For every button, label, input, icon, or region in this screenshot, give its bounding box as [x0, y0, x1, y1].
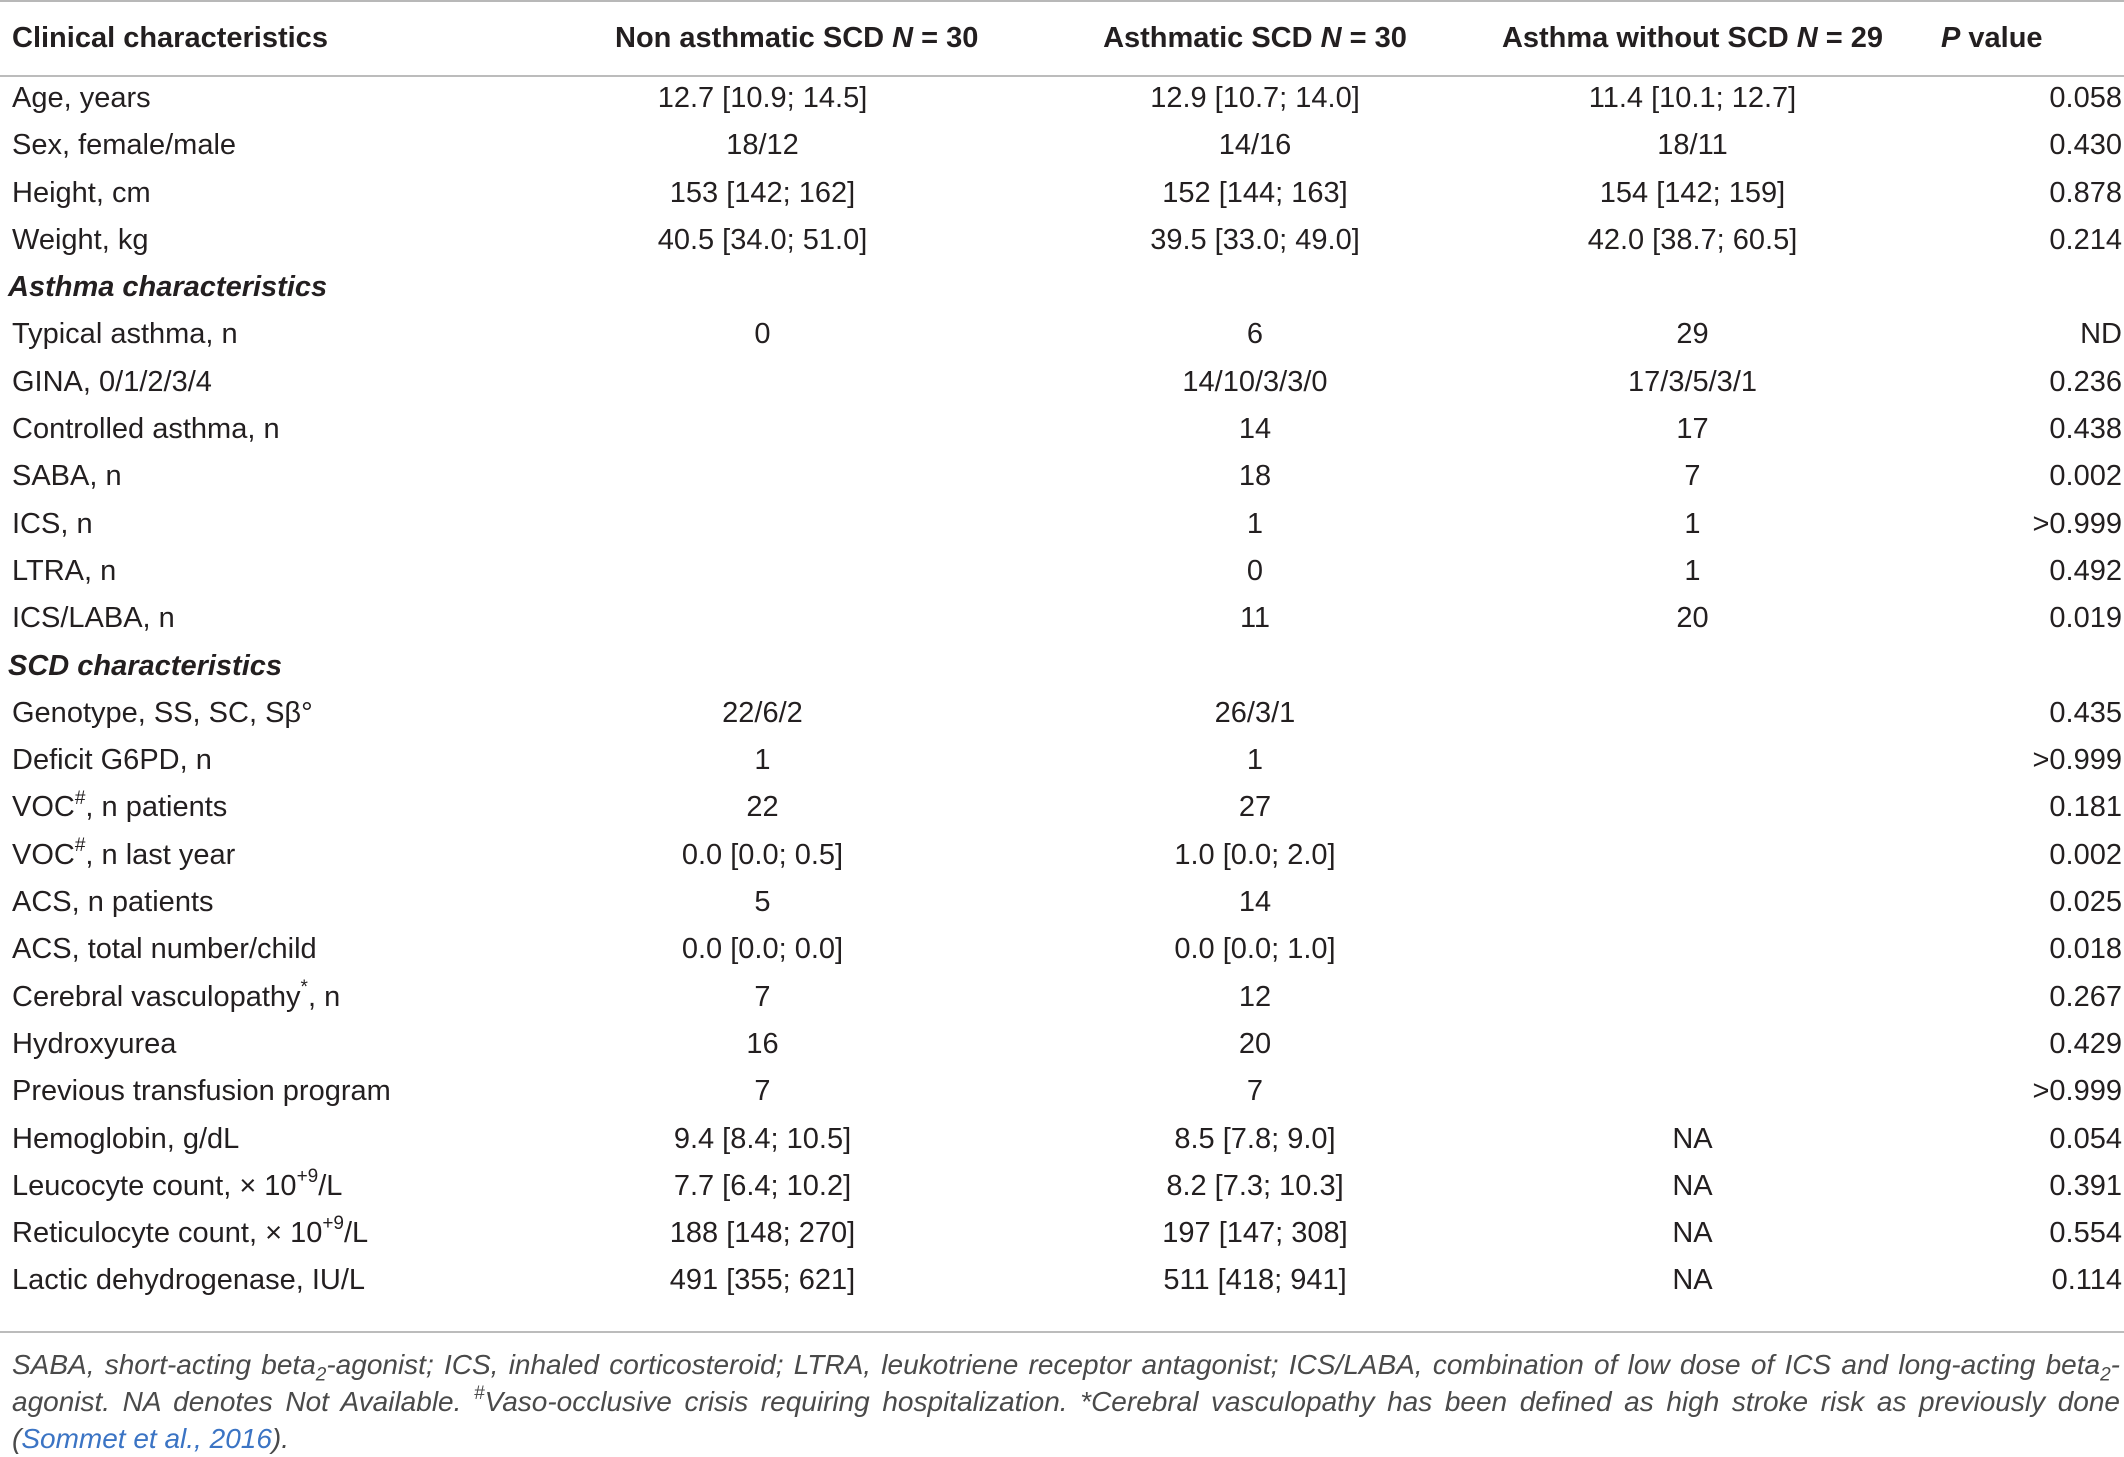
table-row [0, 453, 2124, 500]
header-asthma-without-scd: Asthma without SCD N = 29 [1501, 22, 1884, 54]
table-row [0, 501, 2124, 548]
asthmatic-scd-cell: 14 [1238, 886, 1272, 919]
row-label: ICS, n [12, 507, 93, 540]
table-row [0, 926, 2124, 973]
header-rule [0, 75, 2124, 77]
table-row [0, 548, 2124, 595]
asthma-without-scd-cell: 29 [1676, 318, 1709, 351]
table-row [0, 122, 2124, 169]
header-non-asthmatic-scd: Non asthmatic SCD N = 30 [615, 22, 979, 54]
row-label: Leucocyte count, × $10^{+9}/L$ [12, 1166, 343, 1202]
non-asthmatic-scd-cell: 0.0 [0.0; 0.5] [681, 838, 844, 871]
asthma-without-scd-cell [1495, 926, 1895, 973]
header-clinical-characteristics: Clinical characteristics [12, 22, 328, 54]
table-row [0, 1068, 2124, 1115]
p-value-cell: 0.018 [2049, 933, 2122, 966]
table-footnote: SABA, short-acting beta$_2$-agonist; ICS, inhaled corticosteroid; LTRA, leukotriene receptor antagonist; ICS/LABA, combination of low dose of ICS and long-acting beta$_2$-agonist. NA denotes Not Available. #Vaso-occlusive crisis requiring hospitalization. *Cerebral vasculopathy has been defined as high stroke risk as previously done (Sommet et al., 2016). [12, 1349, 2120, 1454]
table-row [0, 1210, 2124, 1257]
asthma-without-scd-cell: 17/3/5/3/1 [1628, 365, 1757, 398]
table-row [0, 879, 2124, 926]
row-label: ICS/LABA, n [12, 602, 175, 635]
p-value-cell: 0.429 [2049, 1027, 2122, 1060]
non-asthmatic-scd-cell [525, 595, 910, 642]
row-label: Previous transfusion program [12, 1075, 391, 1108]
asthma-without-scd-cell: 7 [1684, 460, 1701, 493]
asthma-without-scd-cell: 11.4 [10.1; 12.7] [1588, 82, 1797, 114]
row-label: Deficit G6PD, n [12, 744, 212, 777]
table-row [0, 217, 2124, 264]
asthmatic-scd-cell: 511 [418; 941] [1163, 1264, 1347, 1297]
p-value-cell: 0.435 [2049, 696, 2122, 729]
asthmatic-scd-cell: 1.0 [0.0; 2.0] [1174, 838, 1336, 871]
section-header-row [0, 643, 2124, 690]
asthma-without-scd-cell: 18/11 [1657, 129, 1728, 162]
asthmatic-scd-cell: 20 [1238, 1027, 1272, 1060]
non-asthmatic-scd-cell: 7 [754, 980, 771, 1013]
table-header-row [0, 2, 2124, 75]
asthma-without-scd-cell [1495, 784, 1895, 831]
row-label: Age, years [12, 82, 151, 114]
non-asthmatic-scd-cell: 16 [746, 1027, 779, 1060]
p-value-cell: 0.181 [2049, 791, 2122, 824]
non-asthmatic-scd-cell: 7 [754, 1075, 771, 1108]
asthma-without-scd-cell [1495, 832, 1895, 879]
non-asthmatic-scd-cell [525, 359, 910, 406]
table-body [0, 75, 2124, 1305]
asthma-without-scd-cell [1495, 1068, 1895, 1115]
row-label: LTRA, n [12, 554, 117, 587]
non-asthmatic-scd-cell [525, 501, 910, 548]
row-label: Cerebral vasculopathy*, n [12, 976, 341, 1013]
p-value-cell: 0.430 [2049, 129, 2122, 162]
non-asthmatic-scd-cell: 7.7 [6.4; 10.2] [673, 1169, 852, 1202]
asthma-without-scd-cell: 20 [1676, 602, 1709, 635]
p-value-cell: 0.054 [2049, 1122, 2122, 1155]
p-value-cell: ND [2080, 318, 2122, 351]
section-title: SCD characteristics [8, 649, 283, 682]
non-asthmatic-scd-cell: 153 [142; 162] [669, 176, 856, 209]
p-value-cell: 0.236 [2049, 365, 2122, 398]
asthma-without-scd-cell: 42.0 [38.7; 60.5] [1587, 223, 1798, 256]
table-row [0, 784, 2124, 831]
asthma-without-scd-cell: NA [1672, 1122, 1713, 1155]
table-row [0, 1116, 2124, 1163]
row-label: Typical asthma, n [12, 318, 238, 351]
non-asthmatic-scd-cell: 491 [355; 621] [669, 1264, 856, 1297]
asthmatic-scd-cell: 12.9 [10.7; 14.0] [1150, 82, 1360, 114]
table-row [0, 170, 2124, 217]
asthma-without-scd-cell: 1 [1684, 554, 1701, 587]
table-row [0, 359, 2124, 406]
asthmatic-scd-cell: 14/16 [1218, 129, 1292, 162]
asthmatic-scd-cell: 0.0 [0.0; 1.0] [1174, 933, 1336, 966]
asthmatic-scd-cell: 27 [1238, 791, 1272, 824]
asthmatic-scd-cell: 14 [1238, 413, 1272, 446]
asthma-without-scd-cell: 154 [142; 159] [1599, 176, 1786, 209]
p-value-cell: >0.999 [2032, 507, 2122, 540]
asthmatic-scd-cell: 8.2 [7.3; 10.3] [1166, 1169, 1344, 1202]
asthmatic-scd-cell: 26/3/1 [1214, 696, 1296, 729]
non-asthmatic-scd-cell: 22 [746, 791, 779, 824]
p-value-cell: 0.025 [2049, 886, 2122, 919]
row-label: Weight, kg [12, 223, 149, 256]
asthmatic-scd-cell: 197 [147; 308] [1162, 1217, 1348, 1250]
asthmatic-scd-cell: 14/10/3/3/0 [1182, 365, 1328, 398]
non-asthmatic-scd-cell: 0 [754, 318, 771, 351]
asthma-without-scd-cell: NA [1672, 1169, 1713, 1202]
clinical-characteristics-table [0, 2, 2124, 1305]
p-value-cell: 0.002 [2049, 838, 2122, 871]
table-row [0, 832, 2124, 879]
section-header-row [0, 264, 2124, 311]
row-label: ACS, total number/child [12, 933, 317, 966]
section-title: Asthma characteristics [8, 271, 328, 304]
row-label: Height, cm [12, 176, 151, 209]
citation-link[interactable]: Sommet et al., 2016 [21, 1423, 272, 1454]
table-row [0, 595, 2124, 642]
row-label: Hemoglobin, g/dL [12, 1122, 240, 1155]
table-row [0, 737, 2124, 784]
p-value-cell: 0.058 [2049, 82, 2122, 114]
non-asthmatic-scd-cell: 188 [148; 270] [669, 1217, 856, 1250]
asthmatic-scd-cell: 12 [1238, 980, 1272, 1013]
row-label: GINA, 0/1/2/3/4 [12, 365, 212, 398]
asthma-without-scd-cell [1495, 974, 1895, 1021]
p-value-cell: 0.019 [2049, 602, 2122, 635]
asthma-without-scd-cell [1495, 690, 1895, 737]
p-value-cell: 0.391 [2049, 1169, 2122, 1202]
row-label: SABA, n [12, 460, 122, 493]
asthmatic-scd-cell: 8.5 [7.8; 9.0] [1174, 1122, 1336, 1155]
asthmatic-scd-cell: 1 [1246, 507, 1264, 540]
non-asthmatic-scd-cell [525, 406, 910, 453]
asthmatic-scd-cell: 0 [1246, 554, 1264, 587]
p-value-cell: 0.438 [2049, 413, 2122, 446]
row-label: Controlled asthma, n [12, 413, 280, 446]
asthma-without-scd-cell: NA [1672, 1217, 1713, 1250]
asthmatic-scd-cell: 1 [1246, 744, 1264, 777]
table-row [0, 1163, 2124, 1210]
asthma-without-scd-cell: 17 [1676, 413, 1709, 446]
p-value-cell: 0.002 [2049, 460, 2122, 493]
non-asthmatic-scd-cell: 22/6/2 [722, 696, 803, 729]
non-asthmatic-scd-cell: 9.4 [8.4; 10.5] [673, 1122, 852, 1155]
p-value-cell: 0.267 [2049, 980, 2122, 1013]
asthma-without-scd-cell [1495, 879, 1895, 926]
table-row [0, 406, 2124, 453]
non-asthmatic-scd-cell: 18/12 [726, 129, 799, 162]
table-bottom-rule [0, 1331, 2124, 1333]
asthmatic-scd-cell: 152 [144; 163] [1162, 176, 1348, 209]
row-label: Sex, female/male [12, 129, 237, 162]
asthmatic-scd-cell: 11 [1239, 602, 1271, 635]
asthmatic-scd-cell: 18 [1238, 460, 1272, 493]
table-row [0, 311, 2124, 358]
row-label: Lactic dehydrogenase, IU/L [12, 1264, 366, 1297]
row-label: VOC#, n patients [12, 787, 228, 824]
row-label: Hydroxyurea [12, 1027, 177, 1060]
row-label: Reticulocyte count, × $10^{+9}/L$ [12, 1213, 369, 1250]
non-asthmatic-scd-cell [525, 548, 910, 595]
p-value-cell: 0.114 [2051, 1264, 2122, 1297]
non-asthmatic-scd-cell: 1 [754, 744, 771, 777]
p-value-cell: >0.999 [2032, 744, 2122, 777]
row-label: Genotype, SS, SC, Sβ° [12, 696, 313, 729]
p-value-cell: 0.214 [2049, 223, 2122, 256]
table-row [0, 974, 2124, 1021]
row-label: VOC#, n last year [12, 835, 236, 871]
asthmatic-scd-cell: 6 [1246, 318, 1264, 351]
asthma-without-scd-cell: 1 [1684, 507, 1701, 540]
p-value-cell: 0.878 [2049, 176, 2122, 209]
asthmatic-scd-cell: 7 [1246, 1075, 1264, 1108]
table-row [0, 75, 2124, 122]
non-asthmatic-scd-cell: 12.7 [10.9; 14.5] [657, 82, 868, 114]
p-value-cell: 0.492 [2049, 554, 2122, 587]
non-asthmatic-scd-cell: 0.0 [0.0; 0.0] [681, 933, 844, 966]
asthma-without-scd-cell [1495, 1021, 1895, 1068]
row-label: ACS, n patients [12, 886, 214, 919]
non-asthmatic-scd-cell [525, 453, 910, 500]
p-value-cell: 0.554 [2049, 1217, 2122, 1250]
table-row [0, 690, 2124, 737]
p-value-cell: >0.999 [2032, 1075, 2122, 1108]
asthma-without-scd-cell: NA [1672, 1264, 1713, 1297]
table-row [0, 1257, 2124, 1304]
header-asthmatic-scd: Asthmatic SCD N = 30 [1103, 22, 1407, 54]
non-asthmatic-scd-cell: 5 [754, 886, 771, 919]
table-row [0, 1021, 2124, 1068]
asthmatic-scd-cell: 39.5 [33.0; 49.0] [1150, 223, 1360, 256]
asthma-without-scd-cell [1495, 737, 1895, 784]
non-asthmatic-scd-cell: 40.5 [34.0; 51.0] [657, 223, 868, 256]
header-p-value: P value [1941, 22, 2043, 54]
